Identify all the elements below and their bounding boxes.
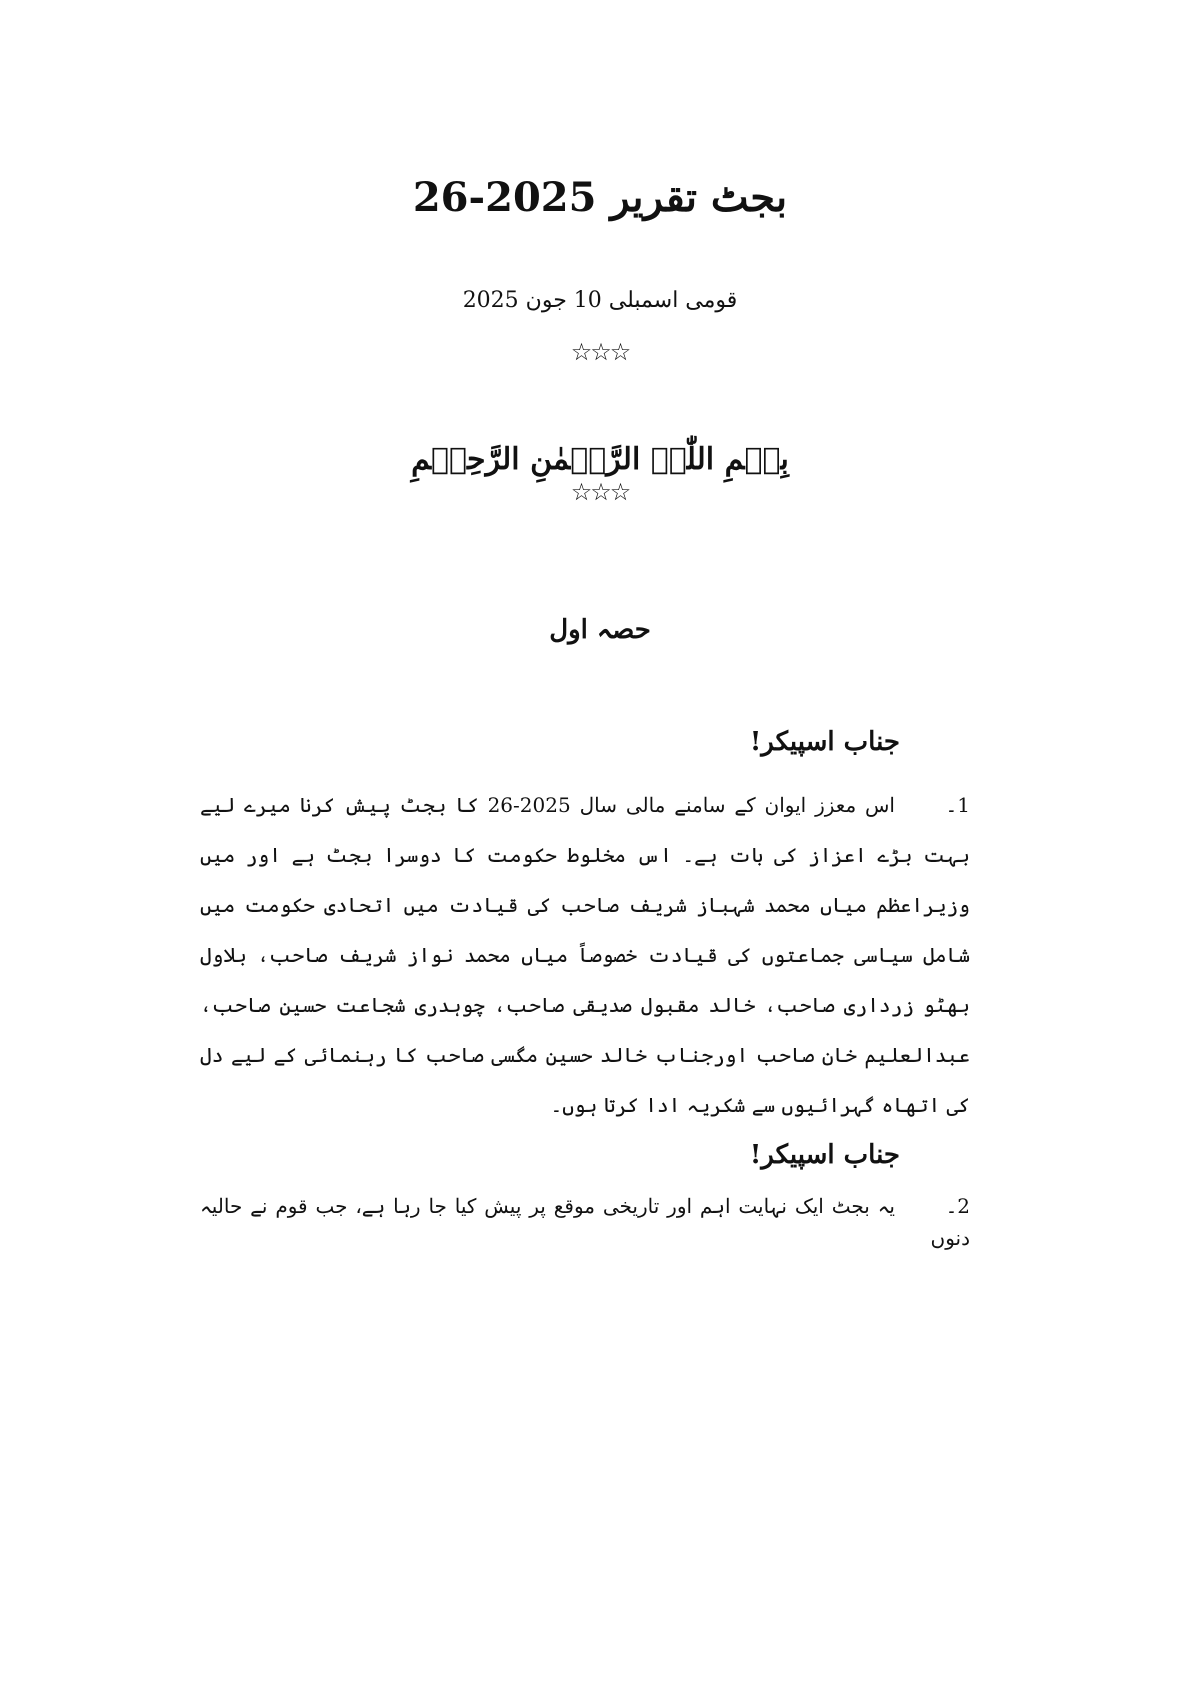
paragraph-body — [200, 780, 970, 1130]
bismillah: بِسۡمِ اللّٰہِ الرَّحۡمٰنِ الرَّحِیۡمِ — [411, 442, 789, 477]
document-title: بجٹ تقریر 2025-26 — [412, 174, 788, 221]
paragraph-heading: جناب اسپیکر! — [749, 1140, 900, 1170]
paragraph — [200, 780, 970, 1130]
paragraph-body — [200, 1190, 970, 1254]
paragraph-heading: جناب اسپیکر! — [749, 727, 900, 757]
paragraph — [200, 1190, 970, 1254]
paragraph-number: 2۔ — [945, 1194, 971, 1218]
star-divider: ☆☆☆ — [570, 338, 630, 366]
document-subtitle: قومی اسمبلی 10 جون 2025 — [462, 288, 738, 313]
star-divider: ☆☆☆ — [570, 478, 630, 506]
paragraph-number: 1۔ — [945, 793, 970, 817]
section-title: حصہ اول — [549, 615, 651, 645]
paragraph-text: یہ بجٹ ایک نہایت اہم اور تاریخی موقع پر پیش کیا جا رہا ہے، جب قوم نے حالیہ دنوں — [200, 1194, 970, 1250]
paragraph-text: اس معزز ایوان کے سامنے مالی سال 2025-26 کا بجٹ پیش کرنا میرے لیے بہت بڑے اعزاز کی بات ہے۔ اس مخلوط حکومت کا دوسرا بجٹ ہے اور میں وزیراعظم میاں محمد شہباز شریف صاحب کی قیادت میں اتحادی حکومت میں شامل سیاسی جماعتوں کی قیادت خصوصاً میاں محمد نواز شریف صاحب، بلاول بھٹو زرداری صاحب، خالد مقبول صدیقی صاحب، چوہدری شجاعت حسین صاحب، عبدالعلیم خان صاحب اورجناب خالد حسین مگسی صاحب کا رہنمائی کے لیے دل کی اتھاہ گہرائیوں سے شکریہ ادا کرتا ہوں۔ — [200, 793, 970, 1117]
